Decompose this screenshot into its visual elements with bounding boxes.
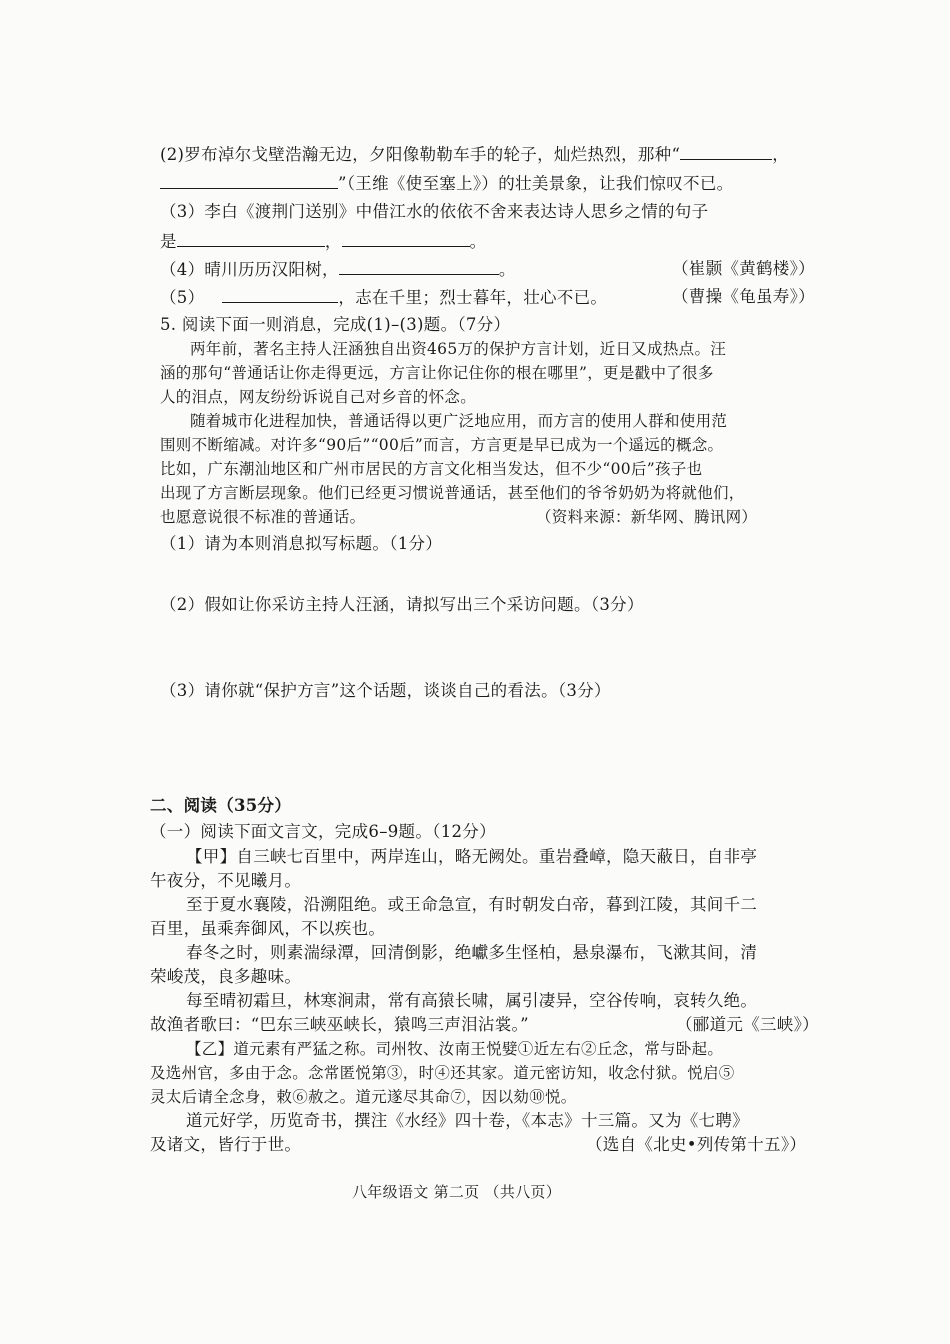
- q4-item5-source: （曹操《龟虽寿》）: [672, 287, 815, 306]
- answer-blank[interactable]: [339, 258, 499, 275]
- q5-para1-line1: 两年前，著名主持人汪涵独自出资465万的保护方言计划，近日又成热点。汪: [190, 340, 727, 358]
- yi2-line1: 道元好学，历览奇书，撰注《水经》四十卷，《本志》十三篇。又为《七聘》: [186, 1111, 749, 1130]
- q5-sub3: （3）请你就“保护方言”这个话题，谈谈自己的看法。（3分）: [160, 681, 611, 700]
- answer-blank[interactable]: [342, 230, 470, 247]
- q4-item4: （4）晴川历历汉阳树， 。: [160, 260, 516, 279]
- jia-source: （郦道元《三峡》）: [676, 1015, 819, 1034]
- yi-line2: 及选州官，多由于念。念常匿悦第③，时④还其家。道元密访知，收念付狱。悦启⑤: [150, 1064, 735, 1082]
- jia3-line1: 春冬之时，则素湍绿潭，回清倒影，绝巘多生怪柏，悬泉瀑布，飞漱其间，清: [186, 943, 758, 962]
- jia-line2: 午夜分，不见曦月。: [150, 871, 302, 890]
- q4-item2-line2: [160, 172, 733, 195]
- jia3-line2: 荣峻茂，良多趣味。: [150, 967, 302, 986]
- answer-blank[interactable]: [222, 286, 338, 303]
- q5-title: 5. 阅读下面一则消息，完成(1)–(3)题。（7分）: [160, 315, 511, 334]
- answer-blank[interactable]: [160, 172, 338, 189]
- answer-blank[interactable]: [177, 230, 325, 247]
- jia2-line2: 百里，虽乘奔御风，不以疾也。: [150, 919, 386, 938]
- yi-line3: 灵太后请全念身，敕⑥赦之。道元遂尽其命⑦，因以劾⑩悦。: [150, 1088, 577, 1106]
- q4-item2-line1: (2)罗布淖尔戈壁浩瀚无边，夕阳像勒勒车手的轮子，灿烂热烈，那种“ ，: [160, 145, 790, 164]
- yi-line1: 【乙】道元素有严猛之称。司州牧、汝南王悦嬖①近左右②丘念，常与卧起。: [186, 1040, 724, 1058]
- q5-para1-line3: 人的泪点，网友纷纷诉说自己对乡音的怀念。: [160, 388, 477, 406]
- q4-item2-text-2: ”（王维《使至塞上》）的壮美景象，让我们惊叹不已。: [338, 174, 734, 193]
- q5-para1-line2: 涵的那句“普通话让你走得更远，方言让你记住你的根在哪里”，更是戳中了很多: [160, 364, 714, 382]
- page-footer: 八年级语文 第二页 （共八页）: [352, 1183, 562, 1201]
- q4-item3-line2: 是 ， 。: [160, 232, 487, 251]
- jia-line1: 【甲】自三峡七百里中，两岸连山，略无阙处。重岩叠嶂，隐天蔽日，自非亭: [186, 847, 758, 866]
- q5-sub2: （2）假如让你采访主持人汪涵，请拟写出三个采访问题。（3分）: [160, 595, 644, 614]
- q5-para2-line1: 随着城市化进程加快，普通话得以更广泛地应用，而方言的使用人群和使用范: [190, 412, 728, 430]
- q5-para2-line5: 也愿意说很不标准的普通话。: [160, 508, 366, 526]
- jia2-line1: 至于夏水襄陵，沿溯阻绝。或王命急宣，有时朝发白帝，暮到江陵，其间千二: [186, 895, 758, 914]
- yi-source: （选自《北史•列传第十五》）: [586, 1135, 807, 1154]
- answer-blank[interactable]: [680, 143, 772, 160]
- q5-sub1: （1）请为本则消息拟写标题。（1分）: [160, 534, 443, 553]
- section2-heading: 二、阅读（35分）: [150, 796, 292, 815]
- section2-part1-title: （一）阅读下面文言文，完成6–9题。（12分）: [150, 822, 496, 841]
- q4-item4-source: （崔颢《黄鹤楼》）: [672, 259, 815, 278]
- q4-item2-text: (2)罗布淖尔戈壁浩瀚无边，夕阳像勒勒车手的轮子，灿烂热烈，那种“: [160, 145, 681, 164]
- q5-source: （资料来源：新华网、腾讯网）: [536, 508, 758, 526]
- q5-para2-line4: 出现了方言断层现象。他们已经更习惯说普通话，甚至他们的爷爷奶奶为将就他们，: [160, 484, 745, 502]
- jia4-line1: 每至晴初霜旦，林寒涧肃，常有高猿长啸，属引凄异，空谷传响，哀转久绝。: [186, 991, 758, 1010]
- yi2-line2: 及诸文，皆行于世。: [150, 1135, 302, 1154]
- q5-para2-line2: 围则不断缩减。对许多“90后”“00后”而言，方言更是早已成为一个遥远的概念。: [160, 436, 724, 454]
- q4-item5: （5） ，志在千里；烈士暮年，壮心不已。: [160, 288, 608, 307]
- jia4-line2: 故渔者歌曰：“巴东三峡巫峡长，猿鸣三声泪沾裳。”: [150, 1015, 529, 1034]
- q5-para2-line3: 比如，广东潮汕地区和广州市居民的方言文化相当发达，但不少“00后”孩子也: [160, 460, 703, 478]
- q4-item3-line1: （3）李白《渡荆门送别》中借江水的依依不舍来表达诗人思乡之情的句子: [160, 202, 709, 221]
